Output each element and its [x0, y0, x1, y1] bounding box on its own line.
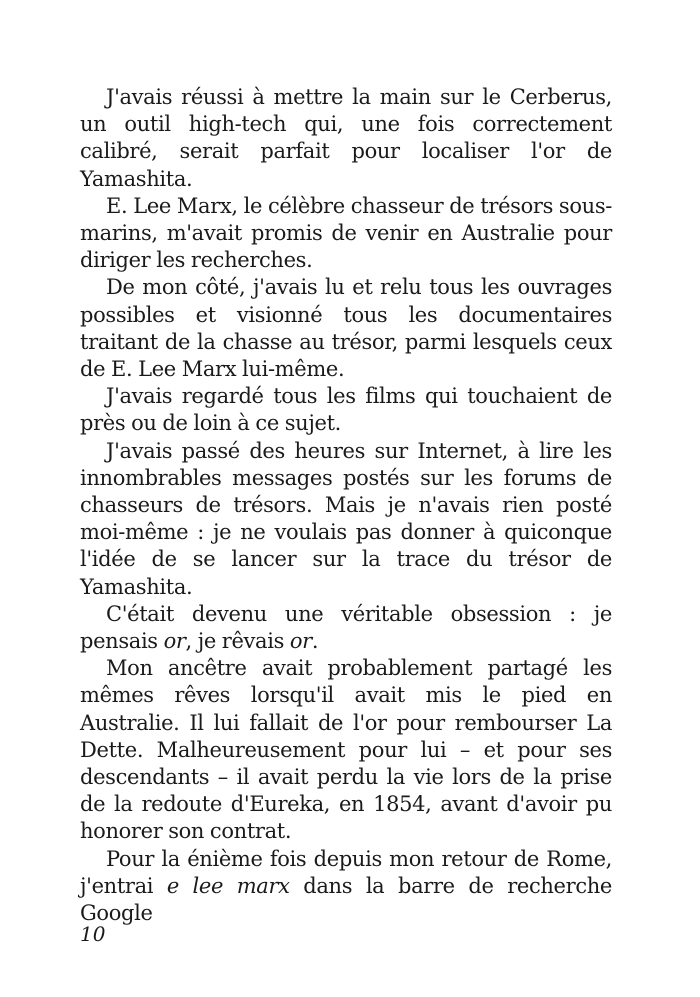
paragraph-8-text-after: dans la barre de recherche Google — [80, 873, 612, 926]
paragraph-8-text-before: Pour la énième fois depuis mon retour de Rome, j'entrai — [80, 846, 612, 898]
paragraph-7: Mon ancêtre avait probablement partagé les mêmes rêves lorsqu'il avait mis le pied en Australie. Il lui fallait de l'or pour rembourser La Dette. Malheureusement pour lui – et pour ses descendants – il avait perdu la vie lors de la prise de la redoute d'Eureka, en 1854, avant d'avoir pu honorer son contrat. — [80, 656, 612, 844]
paragraph-1: J'avais réussi à mettre la main sur le Cerberus, un outil high-tech qui, une fois correctement calibré, serait parfait pour localiser l'or de Yamashita. — [80, 85, 612, 191]
paragraph-6 — [80, 601, 612, 655]
paragraph-4: J'avais regardé tous les films qui touchaient de près ou de loin à ce sujet. — [80, 384, 612, 436]
paragraph-6-text-before: C'était devenu une véritable obsession : je pensais — [80, 601, 612, 654]
paragraph-2: E. Lee Marx, le célèbre chasseur de trésors sous-marins, m'avait promis de venir en Australie pour diriger les recherches. — [80, 193, 612, 273]
page-number: 10 — [80, 922, 106, 946]
paragraph-6-text-middle: , je rêvais — [185, 629, 290, 654]
paragraph-6-italic-or-2: or — [289, 629, 312, 654]
paragraph-8 — [80, 846, 612, 928]
paragraph-3: De mon côté, j'avais lu et relu tous les ouvrages possibles et visionné tous les documentaires traitant de la chasse au trésor, parmi lesquels ceux de E. Lee Marx lui-même. — [80, 275, 612, 382]
paragraph-8-italic-search-term: e lee marx — [166, 873, 290, 898]
paragraph-5: J'avais passé des heures sur Internet, à lire les innombrables messages postés sur les forums de chasseurs de trésors. Mais je n'avais rien posté moi-même : je ne voulais pas donner à quiconque l'idée de se lancer sur la trace du trésor de Yamashita. — [80, 438, 612, 599]
paragraph-6-italic-or-1: or — [163, 629, 186, 654]
paragraph-6-text-after: . — [311, 629, 319, 654]
page-body — [80, 84, 612, 927]
